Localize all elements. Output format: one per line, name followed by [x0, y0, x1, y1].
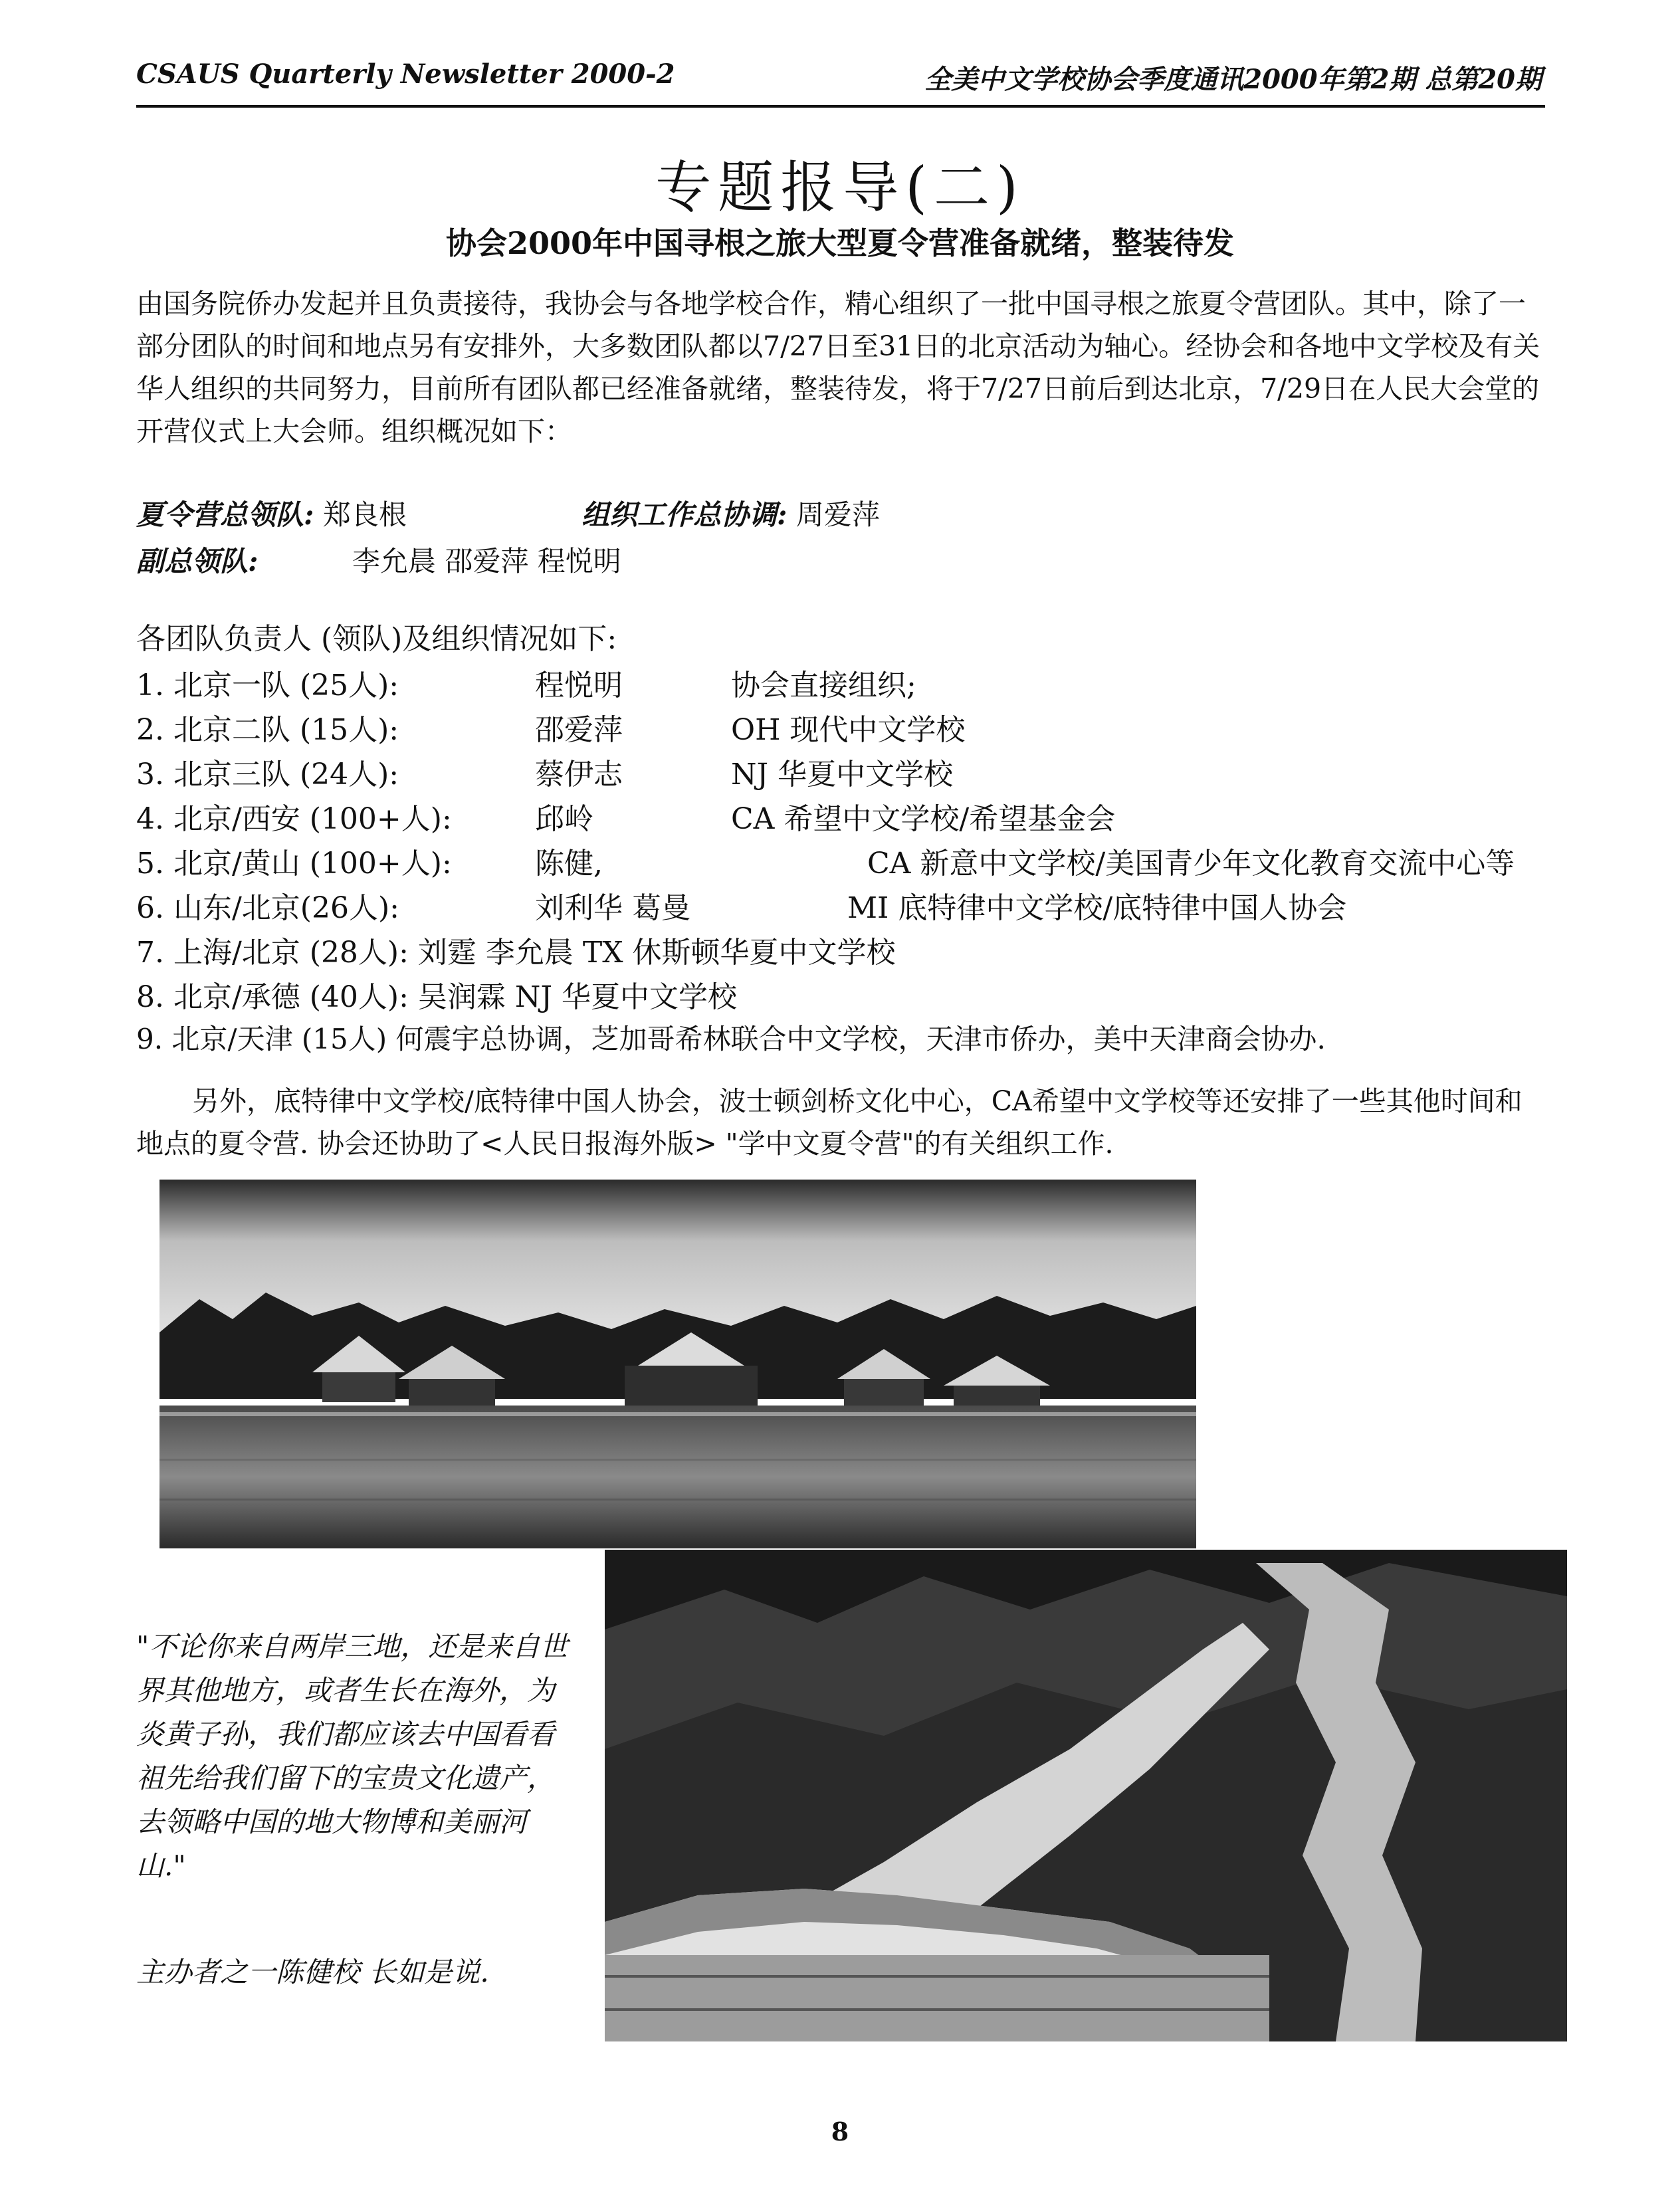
chief-leader-name: 郑良根	[322, 498, 407, 531]
quote-text: "不论你来自两岸三地，还是来自世界其他地方，或者生长在海外，为炎黄子孙，我们都应该去中国看看祖先给我们留下的宝贵文化遗产，去领略中国的地大物博和美丽河山."	[136, 1630, 568, 1882]
intro-paragraph: 由国务院侨办发起并且负责接待，我协会与各地学校合作，精心组织了一批中国寻根之旅夏令营团队。其中，除了一部分团队的时间和地点另有安排外，大多数团队都以7/27日至31日的北京活动为轴心。经协会和各地中文学校及有关华人组织的共同努力，目前所有团队都已经准备就绪，整装待发，将于7/27日前后到达北京，7/29日在人民大会堂的开营仪式上大会师。组织概况如下：	[136, 288, 1540, 447]
list-item: 9. 北京/天津 (15人) 何震宇总协调，芝加哥希林联合中文学校，天津市侨办，美中天津商会协办.	[136, 1023, 1326, 1055]
group-leader: 邱岭	[535, 802, 593, 836]
coordinator	[581, 492, 880, 538]
group-leader: 邵爱萍	[535, 713, 623, 747]
group-organizer: 协会直接组织;	[731, 669, 916, 702]
summer-palace-photo	[159, 1180, 1196, 1548]
group-leader: 程悦明	[535, 669, 623, 702]
group-organizer: CA 希望中文学校/希望基金会	[731, 802, 1116, 836]
deputy-leaders	[136, 538, 259, 585]
group-organizer: MI 底特律中文学校/底特律中国人协会	[847, 891, 1347, 925]
roles-row-1	[136, 492, 407, 538]
group-name: 4. 北京/西安 (100+人):	[136, 802, 452, 836]
list-item: 8. 北京/承德 (40人): 吴润霖 NJ 华夏中文学校	[136, 980, 738, 1014]
group-organizer: OH 现代中文学校	[731, 713, 966, 747]
group-name: 2. 北京二队 (15人):	[136, 713, 399, 747]
quote-source: 主办者之一陈健校 长如是说.	[136, 1956, 489, 1988]
group-organizer: NJ 华夏中文学校	[731, 758, 954, 791]
list-item: 7. 上海/北京 (28人): 刘霆 李允晨 TX 休斯顿华夏中文学校	[136, 936, 896, 970]
page-number: 8	[831, 2117, 849, 2146]
outro-paragraph: 另外，底特律中文学校/底特律中国人协会，波士顿剑桥文化中心，CA希望中文学校等还安排了一些其他时间和地点的夏令营. 协会还协助了<人民日报海外版> "学中文夏令营"的有关组织工作.	[136, 1085, 1522, 1160]
deputy-leader-names: 李允晨 邵爱萍 程悦明	[352, 545, 621, 577]
header-rule	[136, 105, 1545, 108]
groups-heading: 各团队负责人 (领队)及组织情况如下:	[136, 622, 617, 656]
header-right: 全美中文学校协会季度通讯2000年第2期 总第20期	[924, 64, 1542, 95]
deputy-leader-label: 副总领队:	[136, 545, 259, 577]
group-name: 5. 北京/黄山 (100+人):	[136, 847, 452, 881]
page-title: 专题报导(二)	[655, 155, 1025, 220]
group-leader: 刘利华 葛曼	[535, 891, 690, 925]
group-leader: 陈健,	[535, 847, 603, 881]
chief-leader-label: 夏令营总领队:	[136, 498, 314, 531]
group-leader: 蔡伊志	[535, 758, 623, 791]
header-left: CSAUS Quarterly Newsletter 2000-2	[136, 58, 675, 90]
group-name: 6. 山东/北京(26人):	[136, 891, 399, 925]
coordinator-name: 周爱萍	[795, 498, 880, 531]
article-subtitle: 协会2000年中国寻根之旅大型夏令营准备就绪，整装待发	[445, 225, 1235, 261]
great-wall-photo	[605, 1550, 1567, 2041]
group-name: 3. 北京三队 (24人):	[136, 758, 399, 791]
group-organizer: CA 新意中文学校/美国青少年文化教育交流中心等	[867, 847, 1515, 881]
group-name: 1. 北京一队 (25人):	[136, 669, 399, 702]
coordinator-label: 组织工作总协调:	[581, 498, 788, 531]
